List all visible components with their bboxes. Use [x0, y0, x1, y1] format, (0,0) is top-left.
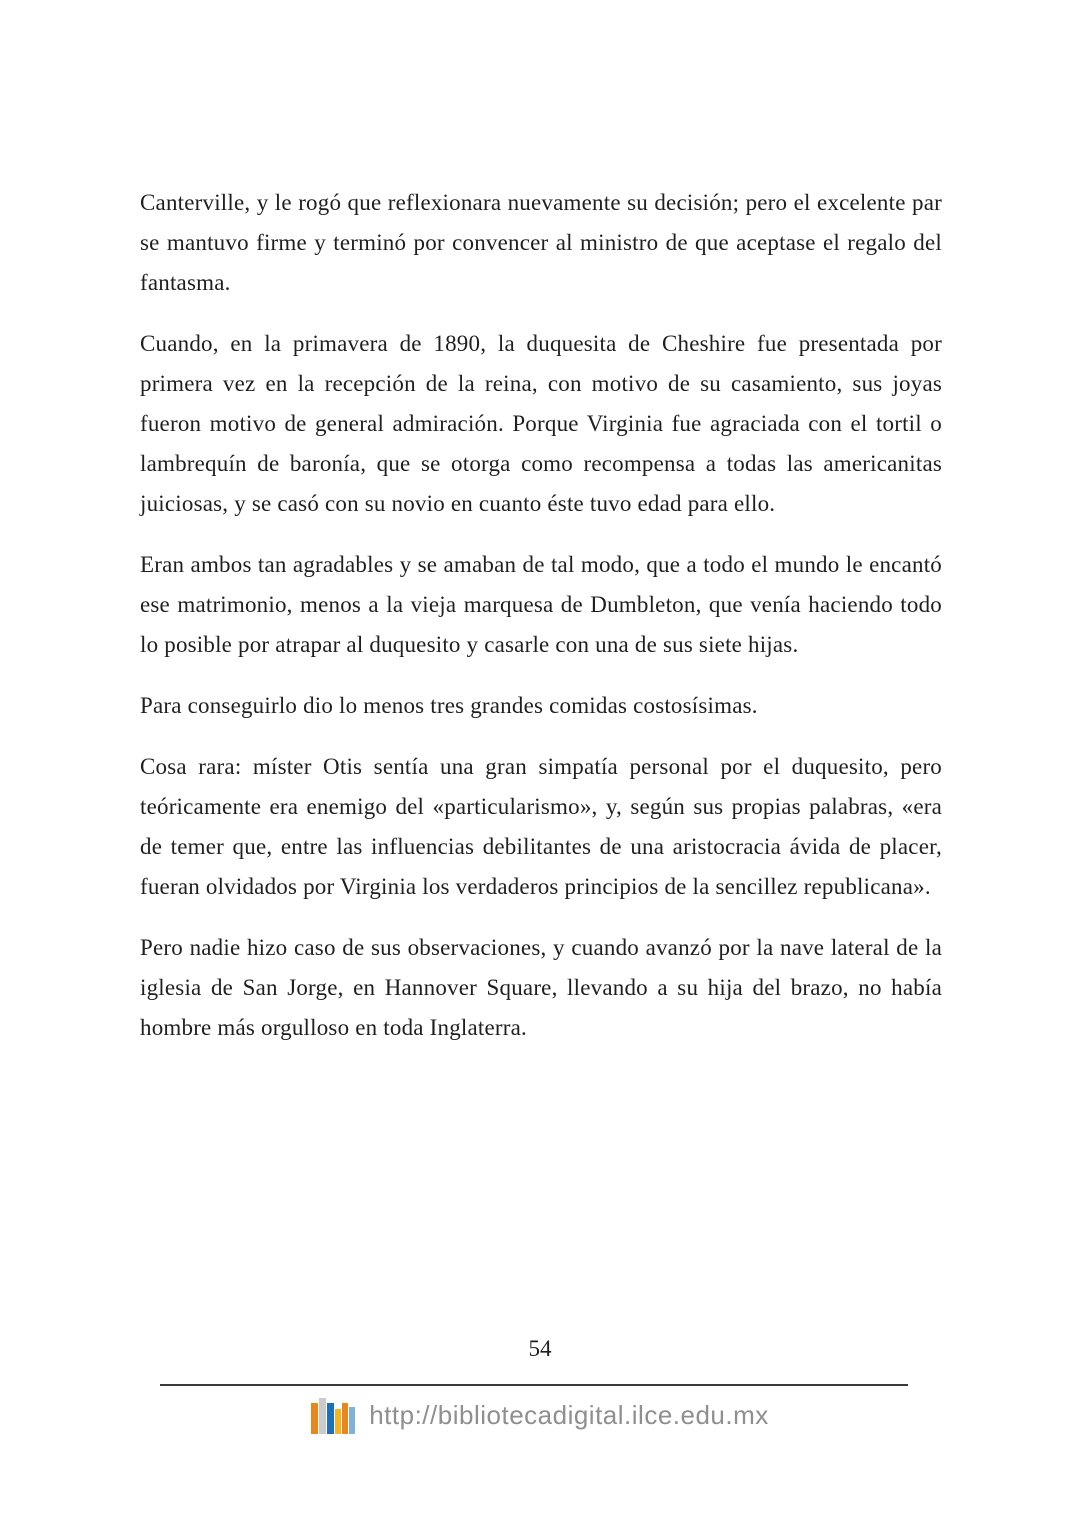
page-number: 54 — [528, 1336, 552, 1361]
paragraph: Para conseguirlo dio lo menos tres grandes comidas costosísimas. — [140, 693, 758, 718]
paragraph: Cosa rara: míster Otis sentía una gran simpatía personal por el duquesito, pero teóricamente era enemigo del «particularismo», y, según sus propias palabras, «era de temer que, entre las influencias debilitantes de una aristocracia ávida de placer, fueran olvidados por Virginia los verdaderos principios de la sencillez republicana». — [140, 754, 942, 899]
footer-divider — [160, 1384, 908, 1386]
footer-url: http://bibliotecadigital.ilce.edu.mx — [369, 1399, 769, 1430]
footer — [0, 1396, 1080, 1434]
page-text — [140, 183, 942, 1069]
paragraph: Pero nadie hizo caso de sus observaciones, y cuando avanzó por la nave lateral de la iglesia de San Jorge, en Hannover Square, llevando a su hija del brazo, no había hombre más orgulloso en toda Inglaterra. — [140, 935, 942, 1040]
paragraph: Eran ambos tan agradables y se amaban de tal modo, que a todo el mundo le encantó ese matrimonio, menos a la vieja marquesa de Dumbleton, que venía haciendo todo lo posible por atrapar al duquesito y casarle con una de sus siete hijas. — [140, 552, 942, 657]
paragraph: Cuando, en la primavera de 1890, la duquesita de Cheshire fue presentada por primera vez en la recepción de la reina, con motivo de su casamiento, sus joyas fueron motivo de general admiración. Porque Virginia fue agraciada con el tortil o lambrequín de baronía, que se otorga como recompensa a todas las americanitas juiciosas, y se casó con su novio en cuanto éste tuvo edad para ello. — [140, 331, 942, 516]
paragraph: Canterville, y le rogó que reflexionara nuevamente su decisión; pero el excelente par se mantuvo firme y terminó por convencer al ministro de que aceptase el regalo del fantasma. — [140, 190, 942, 295]
ilce-books-logo-icon — [311, 1396, 357, 1434]
